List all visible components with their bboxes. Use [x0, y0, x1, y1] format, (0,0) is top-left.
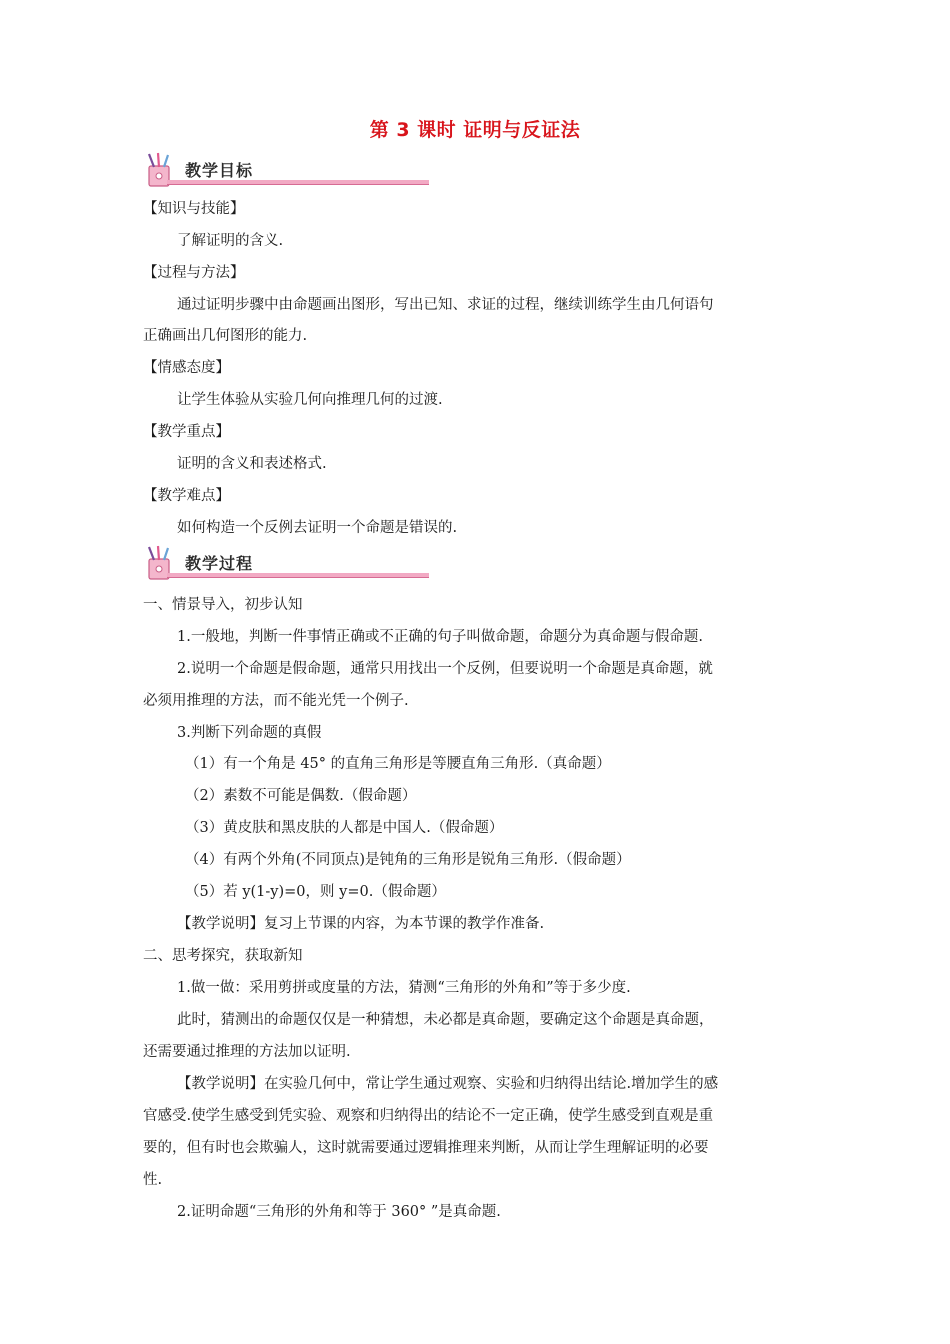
teaching-note: 【教学说明】在实验几何中，常让学生通过观察、实验和归纳得出结论.增加学生的感 — [177, 1076, 719, 1092]
paragraph: 了解证明的含义. — [177, 233, 284, 249]
subheading-difficulty: 【教学难点】 — [143, 488, 230, 504]
subheading-focus: 【教学重点】 — [143, 424, 230, 440]
section-banner-process — [143, 545, 293, 583]
paragraph: 此时，猜测出的命题仅仅是一种猜想，未必都是真命题，要确定这个命题是真命题， — [177, 1012, 714, 1028]
paragraph: 通过证明步骤中由命题画出图形，写出已知、求证的过程，继续训练学生由几何语句 — [177, 297, 714, 313]
sub-item: （4）有两个外角(不同顶点)是钝角的三角形是锐角三角形.（假命题） — [185, 852, 631, 868]
sub-item: （1）有一个角是 45° 的直角三角形是等腰直角三角形.（真命题） — [185, 756, 611, 772]
sub-item: （2）素数不可能是偶数.（假命题） — [185, 788, 417, 804]
teaching-note: 【教学说明】复习上节课的内容，为本节课的教学作准备. — [177, 916, 545, 932]
subheading-method: 【过程与方法】 — [143, 265, 245, 281]
section-heading-1: 一、情景导入，初步认知 — [143, 597, 303, 613]
list-item: 1.一般地，判断一件事情正确或不正确的句子叫做命题，命题分为真命题与假命题. — [177, 629, 703, 645]
banner-underline — [167, 180, 429, 185]
page-title: 第 3 课时 证明与反证法 — [369, 119, 581, 141]
banner-label: 教学过程 — [185, 554, 254, 573]
paragraph-continued: 官感受.使学生感受到凭实验、观察和归纳得出的结论不一定正确，使学生感受到直观是重 — [143, 1108, 714, 1124]
paragraph: 证明的含义和表述格式. — [177, 456, 327, 472]
banner-label: 教学目标 — [185, 161, 254, 180]
sub-item: （3）黄皮肤和黑皮肤的人都是中国人.（假命题） — [185, 820, 504, 836]
section-banner-objectives — [143, 152, 293, 190]
paragraph-continued: 必须用推理的方法，而不能光凭一个例子. — [143, 693, 409, 709]
list-item: 2.说明一个命题是假命题，通常只用找出一个反例，但要说明一个命题是真命题，就 — [177, 661, 713, 677]
paragraph-continued: 要的，但有时也会欺骗人，这时就需要通过逻辑推理来判断，从而让学生理解证明的必要 — [143, 1140, 709, 1156]
subheading-knowledge: 【知识与技能】 — [143, 201, 245, 217]
subheading-attitude: 【情感态度】 — [143, 360, 230, 376]
paragraph-continued: 还需要通过推理的方法加以证明. — [143, 1044, 351, 1060]
list-item: 3.判断下列命题的真假 — [177, 725, 322, 741]
list-item: 2.证明命题“三角形的外角和等于 360° ”是真命题. — [177, 1204, 501, 1220]
paragraph: 如何构造一个反例去证明一个命题是错误的. — [177, 520, 458, 536]
list-item: 1.做一做：采用剪拼或度量的方法，猜测“三角形的外角和”等于多少度. — [177, 980, 631, 996]
banner-underline — [167, 573, 429, 578]
paragraph-continued: 正确画出几何图形的能力. — [143, 328, 308, 344]
paragraph: 让学生体验从实验几何向推理几何的过渡. — [177, 392, 443, 408]
section-heading-2: 二、思考探究，获取新知 — [143, 948, 303, 964]
sub-item: （5）若 y(1-y)=0，则 y=0.（假命题） — [185, 884, 446, 900]
paragraph-continued: 性. — [143, 1172, 163, 1188]
